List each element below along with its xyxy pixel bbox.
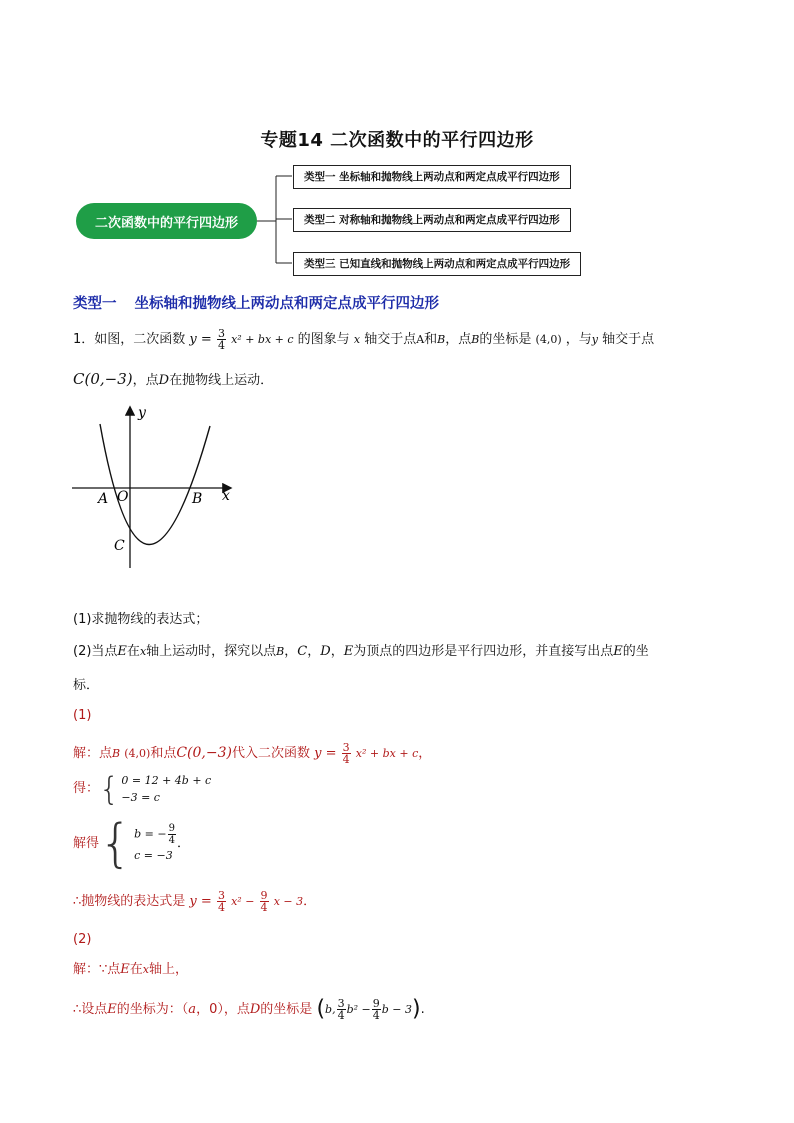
var-x: x — [353, 333, 361, 346]
solution-system-2 — [73, 814, 190, 874]
var-E: E — [613, 644, 623, 659]
question-1: (1)求抛物线的表达式； — [73, 612, 209, 627]
point-B-label: B — [192, 491, 203, 507]
var-C: C — [297, 644, 308, 659]
text: ，与 — [565, 332, 592, 347]
x-axis-label: x — [222, 488, 230, 504]
text: 解得 — [73, 836, 100, 851]
text: 的坐标是 — [479, 332, 532, 347]
text: 解：∵点 — [73, 962, 121, 977]
text: (2)当点 — [73, 644, 118, 659]
num: 9 — [260, 889, 268, 902]
text: 在抛物线上运动． — [169, 373, 274, 388]
question-2-line-1 — [73, 642, 649, 662]
den: 4 — [337, 1009, 345, 1022]
var-y: y — [591, 333, 598, 346]
num: 3 — [337, 997, 345, 1010]
den: 4 — [168, 834, 175, 846]
brace: { — [99, 770, 120, 808]
text: 的坐标为：（ — [116, 1002, 189, 1017]
fraction — [342, 742, 351, 765]
den: 4 — [342, 753, 350, 766]
fraction — [217, 890, 226, 913]
text: ， — [284, 644, 298, 659]
den: 4 — [372, 1009, 380, 1022]
var-E: E — [343, 644, 354, 659]
problem-line-2 — [73, 369, 273, 391]
var-E: E — [107, 1002, 117, 1017]
solution-line-4 — [73, 960, 188, 980]
math: y = — [189, 894, 212, 909]
var-B: B — [112, 747, 121, 760]
coord: (4,0) — [535, 333, 562, 346]
equation: c = −3 — [134, 848, 173, 862]
text: 的坐标是 — [260, 1002, 313, 1017]
coord: C(0,−3) — [73, 370, 133, 388]
den: 4 — [260, 901, 268, 914]
var-a: a — [188, 1002, 197, 1017]
text: ，点 — [445, 332, 472, 347]
text: 轴交于点 — [364, 332, 417, 347]
mindmap-type-3: 类型三 已知直线和抛物线上两动点和两定点成平行四边形 — [293, 252, 581, 276]
math: x² + bx + c — [355, 747, 419, 760]
solution-line-5: ∴设点E的坐标为：（a，0），点D的坐标是 (b, $\frac{3}{4}$ b² − $\frac{9}{4}$ b − 3). — [73, 996, 425, 1022]
section-heading — [73, 292, 439, 313]
page-title: 专题14 二次函数中的平行四边形 — [260, 130, 534, 151]
num: 3 — [342, 741, 350, 754]
fraction — [372, 998, 381, 1021]
section-text: 坐标轴和抛物线上两动点和两定点成平行四边形 — [134, 296, 439, 312]
text: 在 — [126, 644, 140, 659]
equation-system — [99, 772, 211, 806]
var-A: A — [416, 333, 425, 346]
var-E: E — [117, 644, 127, 659]
y-axis-label: y — [138, 405, 146, 421]
fraction — [260, 890, 269, 913]
text: ， — [307, 644, 321, 659]
var-D: D — [158, 373, 170, 388]
text: 和 — [424, 332, 438, 347]
text: 1．如图，二次函数 — [73, 332, 186, 347]
num: 3 — [217, 327, 225, 340]
math: x² − — [231, 895, 255, 908]
parabola-curve — [100, 424, 210, 545]
solution-part-1-label: (1) — [73, 708, 92, 723]
math: b, — [325, 1003, 336, 1016]
text: 代入二次函数 — [231, 746, 310, 761]
text: ，0），点 — [196, 1002, 250, 1017]
brace: { — [99, 814, 133, 874]
text: 解：点 — [73, 746, 113, 761]
text: 在 — [129, 962, 143, 977]
text: . — [420, 1002, 425, 1017]
text: 和点 — [150, 746, 177, 761]
num: 9 — [168, 822, 175, 834]
math: x − 3 — [273, 895, 304, 908]
equation-system — [99, 814, 177, 874]
solution-system-1 — [73, 772, 211, 806]
var-x: x — [139, 645, 147, 658]
var-B: B — [437, 333, 446, 346]
solution-part-2-label: (2) — [73, 932, 92, 947]
text: ∴设点 — [73, 1002, 108, 1017]
math: y = — [314, 746, 337, 761]
text: ，点 — [132, 373, 159, 388]
fraction — [217, 328, 226, 351]
mindmap-type-1: 类型一 坐标轴和抛物线上两动点和两定点成平行四边形 — [293, 165, 571, 189]
math: x² + bx + c — [231, 333, 294, 346]
coord: C(0,−3) — [176, 745, 232, 761]
solution-line-3 — [73, 890, 316, 913]
text: 为顶点的四边形是平行四边形，并直接写出点 — [353, 644, 614, 659]
den: 4 — [217, 339, 225, 352]
var-D: D — [249, 1002, 261, 1017]
var-B: B — [276, 645, 285, 658]
mindmap-type-2: 类型二 对称轴和抛物线上两动点和两定点成平行四边形 — [293, 208, 571, 232]
text: ． — [303, 894, 317, 909]
problem-line-1 — [73, 328, 654, 351]
text: 轴交于点 — [602, 332, 655, 347]
origin-label: O — [117, 489, 129, 505]
text: ． — [176, 836, 190, 851]
text: ∴抛物线的表达式是 — [73, 894, 186, 909]
var-D: D — [320, 644, 331, 659]
den: 4 — [217, 901, 225, 914]
math: y = — [189, 332, 212, 347]
equation: −3 = c — [121, 791, 160, 804]
text: 的坐 — [622, 644, 649, 659]
fraction — [337, 998, 346, 1021]
text: ， — [418, 746, 432, 761]
text: ， — [330, 644, 344, 659]
solution-line-1 — [73, 742, 431, 765]
text: 轴上运动时，探究以点 — [146, 644, 277, 659]
var-B: B — [471, 333, 480, 346]
section-label: 类型一 — [73, 296, 117, 312]
point-C-label: C — [114, 538, 125, 554]
point-A-label: A — [98, 491, 109, 507]
num: 3 — [217, 889, 225, 902]
math: b² − — [346, 1003, 371, 1016]
var-E: E — [120, 962, 130, 977]
question-2-line-2: 标． — [73, 678, 100, 693]
text: 轴上， — [149, 962, 189, 977]
math: b − 3 — [381, 1003, 412, 1016]
equation: 0 = 12 + 4b + c — [121, 774, 212, 787]
var-x: x — [142, 963, 150, 976]
mindmap-root: 二次函数中的平行四边形 — [76, 203, 257, 239]
text: 得： — [73, 781, 100, 796]
equation: b = − — [134, 827, 167, 840]
text: 的图象与 — [297, 332, 350, 347]
parabola-figure — [60, 400, 250, 580]
num: 9 — [372, 997, 380, 1010]
coord: (4,0) — [124, 747, 151, 760]
fraction — [168, 823, 176, 846]
